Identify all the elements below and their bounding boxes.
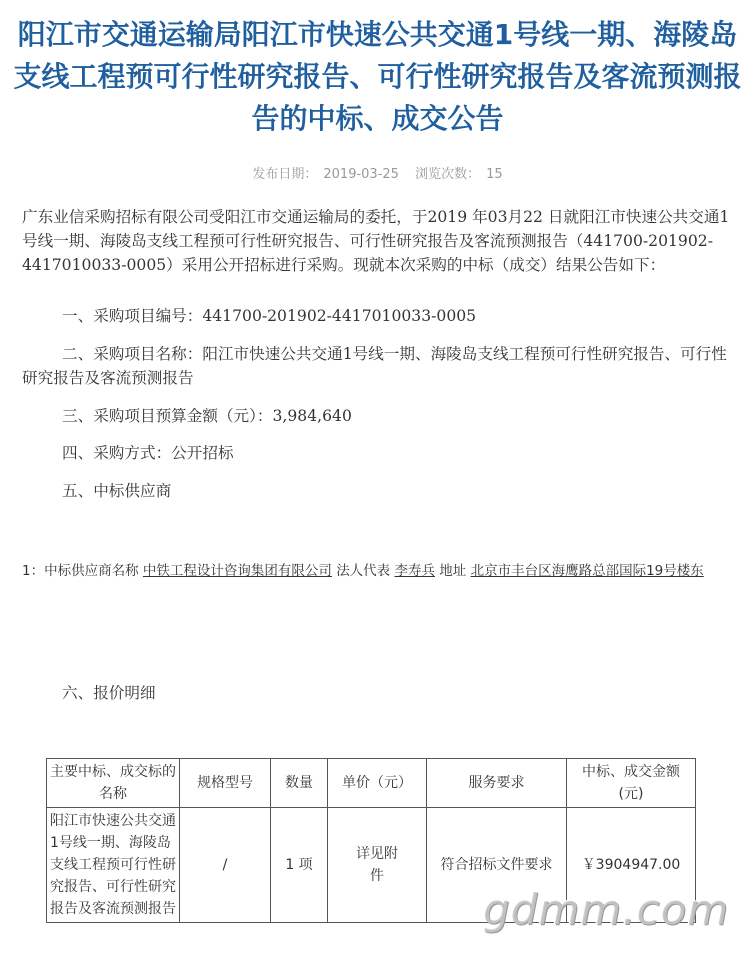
col-header-name: 主要中标、成交标的名称	[47, 759, 180, 808]
table-header-row	[47, 759, 696, 808]
supplier-info	[22, 556, 732, 587]
procurement-method: 四、采购方式：公开招标	[62, 444, 234, 462]
col-header-spec: 规格型号	[180, 759, 271, 808]
cell-spec: /	[180, 808, 271, 923]
cell-amount: ￥3904947.00	[567, 808, 696, 923]
quote-heading: 六、报价明细	[62, 684, 156, 702]
project-budget: 三、采购项目预算金额（元）：3,984,640	[62, 407, 352, 425]
project-number: 一、采购项目编号：441700-201902-4417010033-0005	[62, 307, 477, 325]
publish-date-label: 发布日期：	[252, 167, 318, 182]
col-header-service: 服务要求	[427, 759, 567, 808]
view-count	[412, 167, 506, 182]
cell-price: 详见附件	[328, 808, 427, 923]
rep-name: 李寿兵	[394, 563, 435, 579]
publish-date	[249, 167, 402, 182]
article-meta	[0, 163, 755, 182]
rep-label: 法人代表	[336, 563, 391, 579]
col-header-price: 单价（元）	[328, 759, 427, 808]
supplier-heading: 五、中标供应商	[62, 482, 172, 500]
publish-date-value: 2019-03-25	[323, 167, 399, 182]
supplier-prefix: 1：中标供应商名称	[22, 563, 139, 579]
view-count-label: 浏览次数：	[415, 167, 481, 182]
project-name: 二、采购项目名称：阳江市快速公共交通1号线一期、海陵岛支线工程预可行性研究报告、可行性研究报告及客流预测报告	[22, 345, 727, 387]
view-count-value: 15	[486, 167, 503, 182]
supplier-address: 北京市丰台区海鹰路总部国际19号楼东	[470, 563, 704, 579]
cell-name: 阳江市快速公共交通1号线一期、海陵岛支线工程预可行性研究报告、可行性研究报告及客流预测报告	[47, 808, 180, 923]
intro-paragraph: 广东业信采购招标有限公司受阳江市交通运输局的委托，于2019 年03月22 日就阳江市快速公共交通1号线一期、海陵岛支线工程预可行性研究报告、可行性研究报告及客流预测报告（441700-201902-4417010033-0005）采用公开招标进行采购。现就本次采购的中标（成交）结果公告如下：	[22, 208, 730, 274]
cell-service: 符合招标文件要求	[427, 808, 567, 923]
addr-label: 地址	[439, 563, 467, 579]
watermark-logo: gdmm.com	[483, 885, 730, 934]
page-title: 阳江市交通运输局阳江市快速公共交通1号线一期、海陵岛支线工程预可行性研究报告、可行性研究报告及客流预测报告的中标、成交公告	[13, 18, 742, 135]
supplier-name: 中铁工程设计咨询集团有限公司	[142, 563, 332, 579]
cell-qty: 1 项	[271, 808, 328, 923]
col-header-qty: 数量	[271, 759, 328, 808]
col-header-amount: 中标、成交金额(元)	[567, 759, 696, 808]
